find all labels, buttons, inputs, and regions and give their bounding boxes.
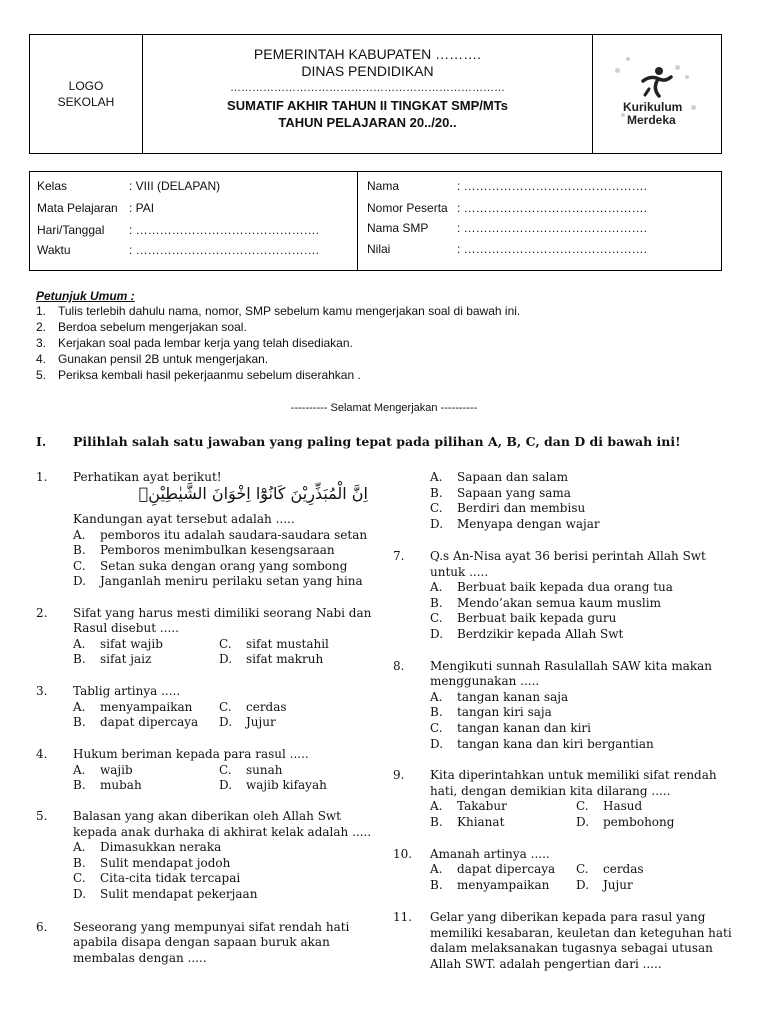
info-label-hari: Hari/Tanggal bbox=[37, 223, 105, 237]
option-text[interactable]: mubah bbox=[100, 778, 142, 792]
question-number: 2. bbox=[36, 606, 48, 620]
question-number: 8. bbox=[393, 659, 405, 673]
option-letter: D. bbox=[430, 737, 444, 751]
option-text[interactable]: Sapaan yang sama bbox=[457, 486, 571, 500]
kurikulum-text-line1: Kurikulum bbox=[623, 100, 683, 114]
option-text[interactable]: cerdas bbox=[246, 700, 287, 714]
option-letter: B. bbox=[73, 652, 86, 666]
info-label-smp: Nama SMP bbox=[367, 221, 429, 235]
option-letter: D. bbox=[73, 887, 87, 901]
option-text[interactable]: Sulit mendapat pekerjaan bbox=[100, 887, 258, 901]
question-stem: Mengikuti sunnah Rasulallah SAW kita makan bbox=[430, 659, 713, 673]
question-number: 5. bbox=[36, 809, 48, 823]
option-text[interactable]: wajib bbox=[100, 763, 133, 777]
option-letter: D. bbox=[219, 778, 233, 792]
option-text[interactable]: Menyapa dengan wajar bbox=[457, 517, 600, 531]
info-label-mapel: Mata Pelajaran bbox=[37, 201, 118, 215]
greeting-line: ---------- Selamat Mengerjakan ---------- bbox=[290, 402, 478, 414]
option-text[interactable]: Cita-cita tidak tercapai bbox=[100, 871, 241, 885]
option-text[interactable]: Jujur bbox=[246, 715, 276, 729]
question-stem: Q.s An-Nisa ayat 36 berisi perintah Allah Swt bbox=[430, 549, 706, 563]
option-text[interactable]: wajib kifayah bbox=[246, 778, 327, 792]
option-text[interactable]: menyampaikan bbox=[100, 700, 193, 714]
question-stem: Hukum beriman kepada para rasul ..... bbox=[73, 747, 309, 761]
info-value-nomor[interactable]: : ………………………………………. bbox=[457, 201, 648, 215]
option-letter: D. bbox=[576, 878, 590, 892]
kurikulum-figure-icon bbox=[639, 65, 675, 99]
info-label-nomor: Nomor Peserta bbox=[367, 201, 448, 215]
question-stem: apabila disapa dengan sapaan buruk akan bbox=[73, 935, 330, 949]
question-stem: Rasul disebut ..... bbox=[73, 621, 179, 635]
option-letter: D. bbox=[430, 517, 444, 531]
question-number: 7. bbox=[393, 549, 405, 563]
option-letter: B. bbox=[73, 715, 86, 729]
option-text[interactable]: Janganlah meniru perilaku setan yang hina bbox=[100, 574, 363, 588]
question-stem: Seseorang yang mempunyai sifat rendah hati bbox=[73, 920, 350, 934]
option-text[interactable]: menyampaikan bbox=[457, 878, 550, 892]
option-letter: A. bbox=[430, 690, 443, 704]
instructions-list bbox=[36, 303, 736, 383]
question-stem: Allah SWT. adalah pengertian dari ..... bbox=[430, 957, 662, 971]
question-stem: Sifat yang harus mesti dimiliki seorang Nabi dan bbox=[73, 606, 372, 620]
question-number: 11. bbox=[393, 910, 413, 924]
question-stem: Amanah artinya ..... bbox=[430, 847, 550, 861]
option-letter: B. bbox=[430, 878, 443, 892]
question-stem: Kita diperintahkan untuk memiliki sifat rendah bbox=[430, 768, 717, 782]
option-letter: B. bbox=[430, 705, 443, 719]
option-text[interactable]: Berdiri dan membisu bbox=[457, 501, 586, 515]
question-stem: menggunakan ..... bbox=[430, 674, 540, 688]
option-letter: D. bbox=[219, 715, 233, 729]
option-text[interactable]: Sapaan dan salam bbox=[457, 470, 568, 484]
question-number: 9. bbox=[393, 768, 405, 782]
option-text[interactable]: tangan kanan dan kiri bbox=[457, 721, 591, 735]
school-name-dots: ………………………………………………………………… bbox=[230, 82, 505, 94]
info-value-waktu[interactable]: : ………………………………………. bbox=[129, 243, 320, 257]
option-letter: B. bbox=[73, 856, 86, 870]
option-letter: A. bbox=[73, 700, 86, 714]
question-stem: kepada anak durhaka di akhirat kelak adalah ..... bbox=[73, 825, 372, 839]
info-label-kelas: Kelas bbox=[37, 179, 68, 193]
option-letter: C. bbox=[219, 637, 232, 651]
option-letter: C. bbox=[219, 700, 232, 714]
option-letter: A. bbox=[430, 470, 443, 484]
option-letter: A. bbox=[73, 637, 86, 651]
question-stem: Kandungan ayat tersebut adalah ..... bbox=[73, 512, 295, 526]
option-letter: D. bbox=[73, 574, 87, 588]
instructions-title: Petunjuk Umum : bbox=[36, 289, 135, 303]
department-line: DINAS PENDIDIKAN bbox=[301, 63, 434, 79]
option-letter: A. bbox=[430, 862, 443, 876]
question-stem: Tablig artinya ..... bbox=[73, 684, 181, 698]
option-text[interactable]: Pemboros menimbulkan kesengsaraan bbox=[100, 543, 335, 557]
option-text[interactable]: dapat dipercaya bbox=[100, 715, 199, 729]
question-number: 4. bbox=[36, 747, 48, 761]
question-stem: dalam melaksanakan tugasnya sebagai utusan bbox=[430, 941, 713, 955]
question-stem: membalas dengan ..... bbox=[73, 951, 207, 965]
option-text[interactable]: sifat jaiz bbox=[100, 652, 152, 666]
option-text[interactable]: Jujur bbox=[603, 878, 633, 892]
option-letter: C. bbox=[73, 871, 86, 885]
kurikulum-text-line2: Merdeka bbox=[627, 113, 676, 127]
option-text[interactable]: Berbuat baik kepada dua orang tua bbox=[457, 580, 673, 594]
instruction-item: 1. Tulis terlebih dahulu nama, nomor, SMP sebelum kamu mengerjakan soal di bawah ini. bbox=[36, 304, 521, 318]
option-text[interactable]: Takabur bbox=[457, 799, 507, 813]
option-letter: A. bbox=[73, 840, 86, 854]
option-text[interactable]: Khianat bbox=[457, 815, 505, 829]
header-table bbox=[29, 34, 722, 154]
option-text[interactable]: sifat makruh bbox=[246, 652, 324, 666]
info-value-nilai[interactable]: : ………………………………………. bbox=[457, 242, 648, 256]
student-info-table bbox=[29, 171, 722, 271]
option-text[interactable]: Dimasukkan neraka bbox=[100, 840, 222, 854]
government-line: PEMERINTAH KABUPATEN ………. bbox=[253, 46, 482, 62]
logo-placeholder bbox=[30, 35, 143, 153]
logo-label-line2: SEKOLAH bbox=[57, 95, 115, 109]
instruction-item: 5. Periksa kembali hasil pekerjaanmu sebelum diserahkan . bbox=[36, 368, 361, 382]
question-stem: Perhatikan ayat berikut! bbox=[73, 470, 222, 484]
question-stem: memiliki kesabaran, keuletan dan keteguhan hati bbox=[430, 926, 732, 940]
option-letter: B. bbox=[430, 486, 443, 500]
info-label-nama: Nama bbox=[367, 179, 400, 193]
option-letter: C. bbox=[219, 763, 232, 777]
question-stem: untuk ..... bbox=[430, 565, 489, 579]
option-letter: C. bbox=[430, 501, 443, 515]
info-value-kelas: : VIII (DELAPAN) bbox=[129, 179, 221, 193]
question-number: 6. bbox=[36, 920, 48, 934]
option-letter: B. bbox=[73, 778, 86, 792]
option-text[interactable]: sifat mustahil bbox=[246, 637, 329, 651]
option-letter: C. bbox=[576, 862, 589, 876]
info-value-hari[interactable]: : ………………………………………. bbox=[129, 223, 320, 237]
kurikulum-merdeka-logo bbox=[592, 35, 721, 153]
question-number: 10. bbox=[393, 847, 413, 861]
option-text[interactable]: tangan kana dan kiri bergantian bbox=[457, 737, 654, 751]
section-title: Pilihlah salah satu jawaban yang paling tepat pada pilihan A, B, C, dan D di bawah ini! bbox=[73, 434, 681, 449]
info-value-smp[interactable]: : ………………………………………. bbox=[457, 221, 648, 235]
info-value-nama[interactable]: : ………………………………………. bbox=[457, 179, 648, 193]
instruction-item: 3. Kerjakan soal pada lembar kerja yang telah disediakan. bbox=[36, 336, 353, 350]
option-text[interactable]: sifat wajib bbox=[100, 637, 163, 651]
logo-label-line1: LOGO bbox=[68, 79, 104, 93]
section-number: I. bbox=[36, 434, 47, 449]
arabic-verse: اِنَّ الْمُبَذِّرِيْنَ كَانُوْٓا اِخْوَانَ الشَّيٰطِيْنِۗ bbox=[138, 484, 368, 503]
question-stem: hati, dengan demikian kita dilarang ..... bbox=[430, 784, 671, 798]
option-letter: D. bbox=[576, 815, 590, 829]
option-letter: B. bbox=[73, 543, 86, 557]
option-letter: A. bbox=[430, 580, 443, 594]
header-title-block bbox=[143, 35, 592, 153]
info-label-nilai: Nilai bbox=[367, 242, 391, 256]
option-text[interactable]: Berdzikir kepada Allah Swt bbox=[457, 627, 624, 641]
option-letter: C. bbox=[430, 721, 443, 735]
option-letter: B. bbox=[430, 815, 443, 829]
option-text[interactable]: Setan suka dengan orang yang sombong bbox=[100, 559, 348, 573]
option-letter: D. bbox=[430, 627, 444, 641]
question-stem: Gelar yang diberikan kepada para rasul yang bbox=[430, 910, 706, 924]
instruction-item: 2. Berdoa sebelum mengerjakan soal. bbox=[36, 320, 247, 334]
instruction-item: 4. Gunakan pensil 2B untuk mengerjakan. bbox=[36, 352, 269, 366]
option-text[interactable]: pemboros itu adalah saudara-saudara setan bbox=[100, 528, 368, 542]
option-letter: B. bbox=[430, 596, 443, 610]
option-text[interactable]: sunah bbox=[246, 763, 283, 777]
option-text[interactable]: Sulit mendapat jodoh bbox=[100, 856, 231, 870]
option-letter: A. bbox=[430, 799, 443, 813]
option-text[interactable]: tangan kiri saja bbox=[457, 705, 552, 719]
info-value-mapel: : PAI bbox=[129, 201, 155, 215]
exam-title: SUMATIF AKHIR TAHUN II TINGKAT SMP/MTs bbox=[227, 98, 508, 113]
question-number: 1. bbox=[36, 470, 48, 484]
option-letter: C. bbox=[430, 611, 443, 625]
option-text[interactable]: tangan kanan saja bbox=[457, 690, 569, 704]
option-letter: A. bbox=[73, 528, 86, 542]
option-text[interactable]: cerdas bbox=[603, 862, 644, 876]
option-letter: D. bbox=[219, 652, 233, 666]
option-text[interactable]: Hasud bbox=[603, 799, 643, 813]
option-letter: A. bbox=[73, 763, 86, 777]
info-label-waktu: Waktu bbox=[37, 243, 71, 257]
option-text[interactable]: pembohong bbox=[603, 815, 675, 829]
option-text[interactable]: Mendo’akan semua kaum muslim bbox=[457, 596, 661, 610]
option-text[interactable]: dapat dipercaya bbox=[457, 862, 556, 876]
option-letter: C. bbox=[576, 799, 589, 813]
question-number: 3. bbox=[36, 684, 48, 698]
question-stem: Balasan yang akan diberikan oleh Allah Swt bbox=[73, 809, 342, 823]
option-letter: C. bbox=[73, 559, 86, 573]
option-text[interactable]: Berbuat baik kepada guru bbox=[457, 611, 617, 625]
exam-year: TAHUN PELAJARAN 20../20.. bbox=[278, 115, 457, 130]
